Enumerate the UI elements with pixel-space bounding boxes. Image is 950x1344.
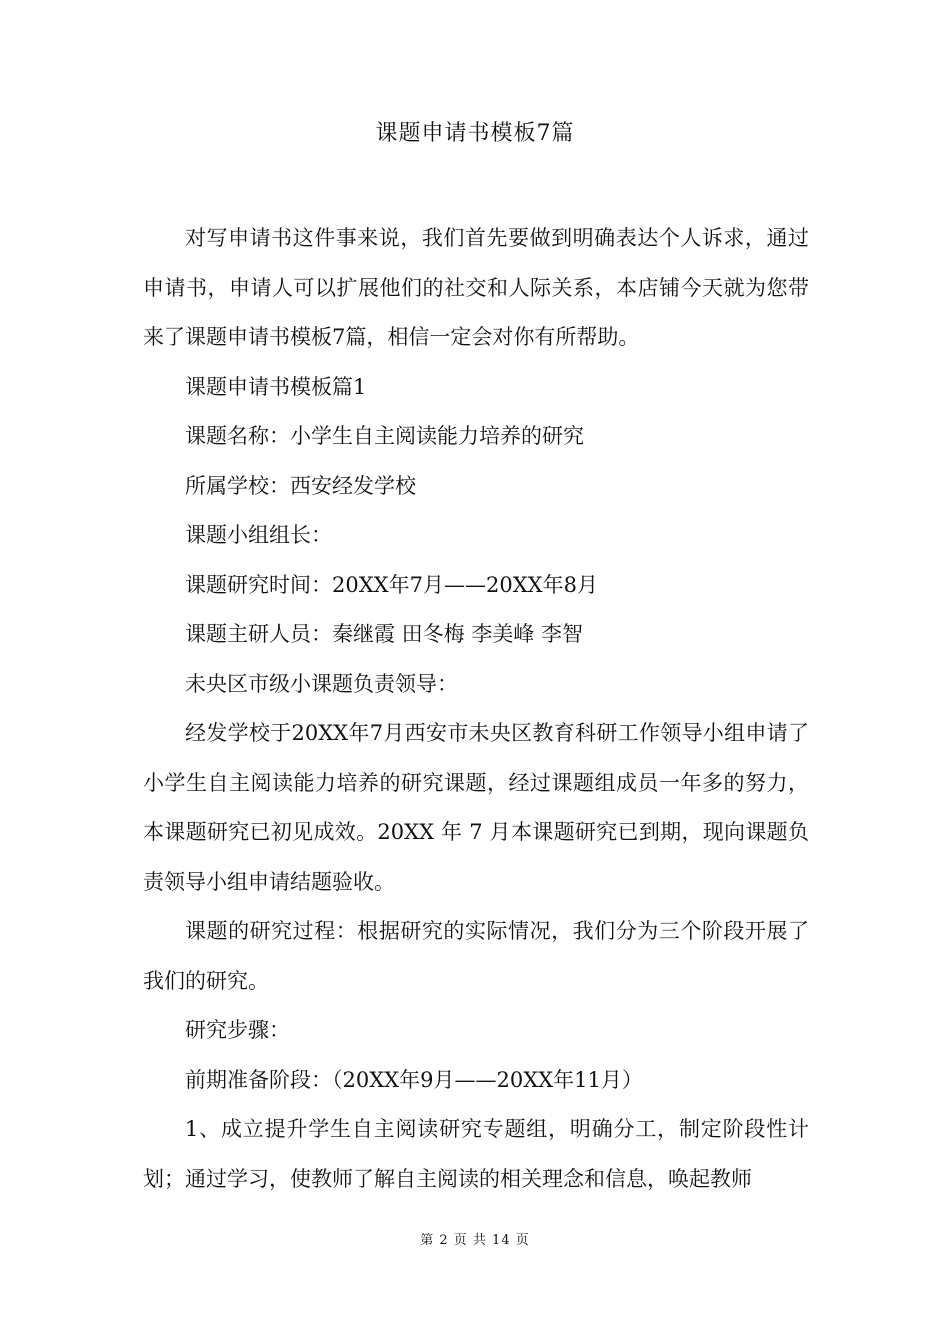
- page-footer: 第 2 页 共 14 页: [420, 1233, 530, 1248]
- preparation-stage-line: 前期准备阶段：（20XX年9月——20XX年11月）: [185, 1067, 643, 1092]
- step-one-paragraph: 1、成立提升学生自主阅读研究专题组，明确分工，制定阶段性计划；通过学习，使教师了解自主阅读的相关理念和信息，唤起教师: [143, 1117, 809, 1191]
- document-body: [143, 214, 809, 1204]
- supervisor-line: 未央区市级小课题负责领导：: [185, 671, 458, 696]
- intro-paragraph: 对写申请书这件事来说，我们首先要做到明确表达个人诉求，通过申请书，申请人可以扩展他们的社交和人际关系，本店铺今天就为您带来了课题申请书模板7篇，相信一定会对你有所帮助。: [143, 226, 809, 349]
- group-leader-line: 课题小组组长：: [185, 523, 332, 547]
- researchers-line: 课题主研人员：秦继霞 田冬梅 李美峰 李智: [185, 622, 584, 646]
- topic-name-line: 课题名称：小学生自主阅读能力培养的研究: [185, 424, 584, 448]
- school-line: 所属学校：西安经发学校: [185, 473, 416, 498]
- document-title: 课题申请书模板7篇: [375, 121, 575, 146]
- steps-heading: 研究步骤：: [185, 1018, 290, 1042]
- background-paragraph: 经发学校于20XX年7月西安市未央区教育科研工作领导小组申请了小学生自主阅读能力培养的研究课题，经过课题组成员一年多的努力，本课题研究已初见成效。20XX 年 7 月本课题研究已到期，现向课题负责领导小组申请结题验收。: [143, 721, 809, 894]
- section-heading: 课题申请书模板篇1: [185, 374, 367, 399]
- process-paragraph: 课题的研究过程：根据研究的实际情况，我们分为三个阶段开展了我们的研究。: [143, 919, 809, 993]
- research-time-line: 课题研究时间：20XX年7月——20XX年8月: [185, 572, 598, 597]
